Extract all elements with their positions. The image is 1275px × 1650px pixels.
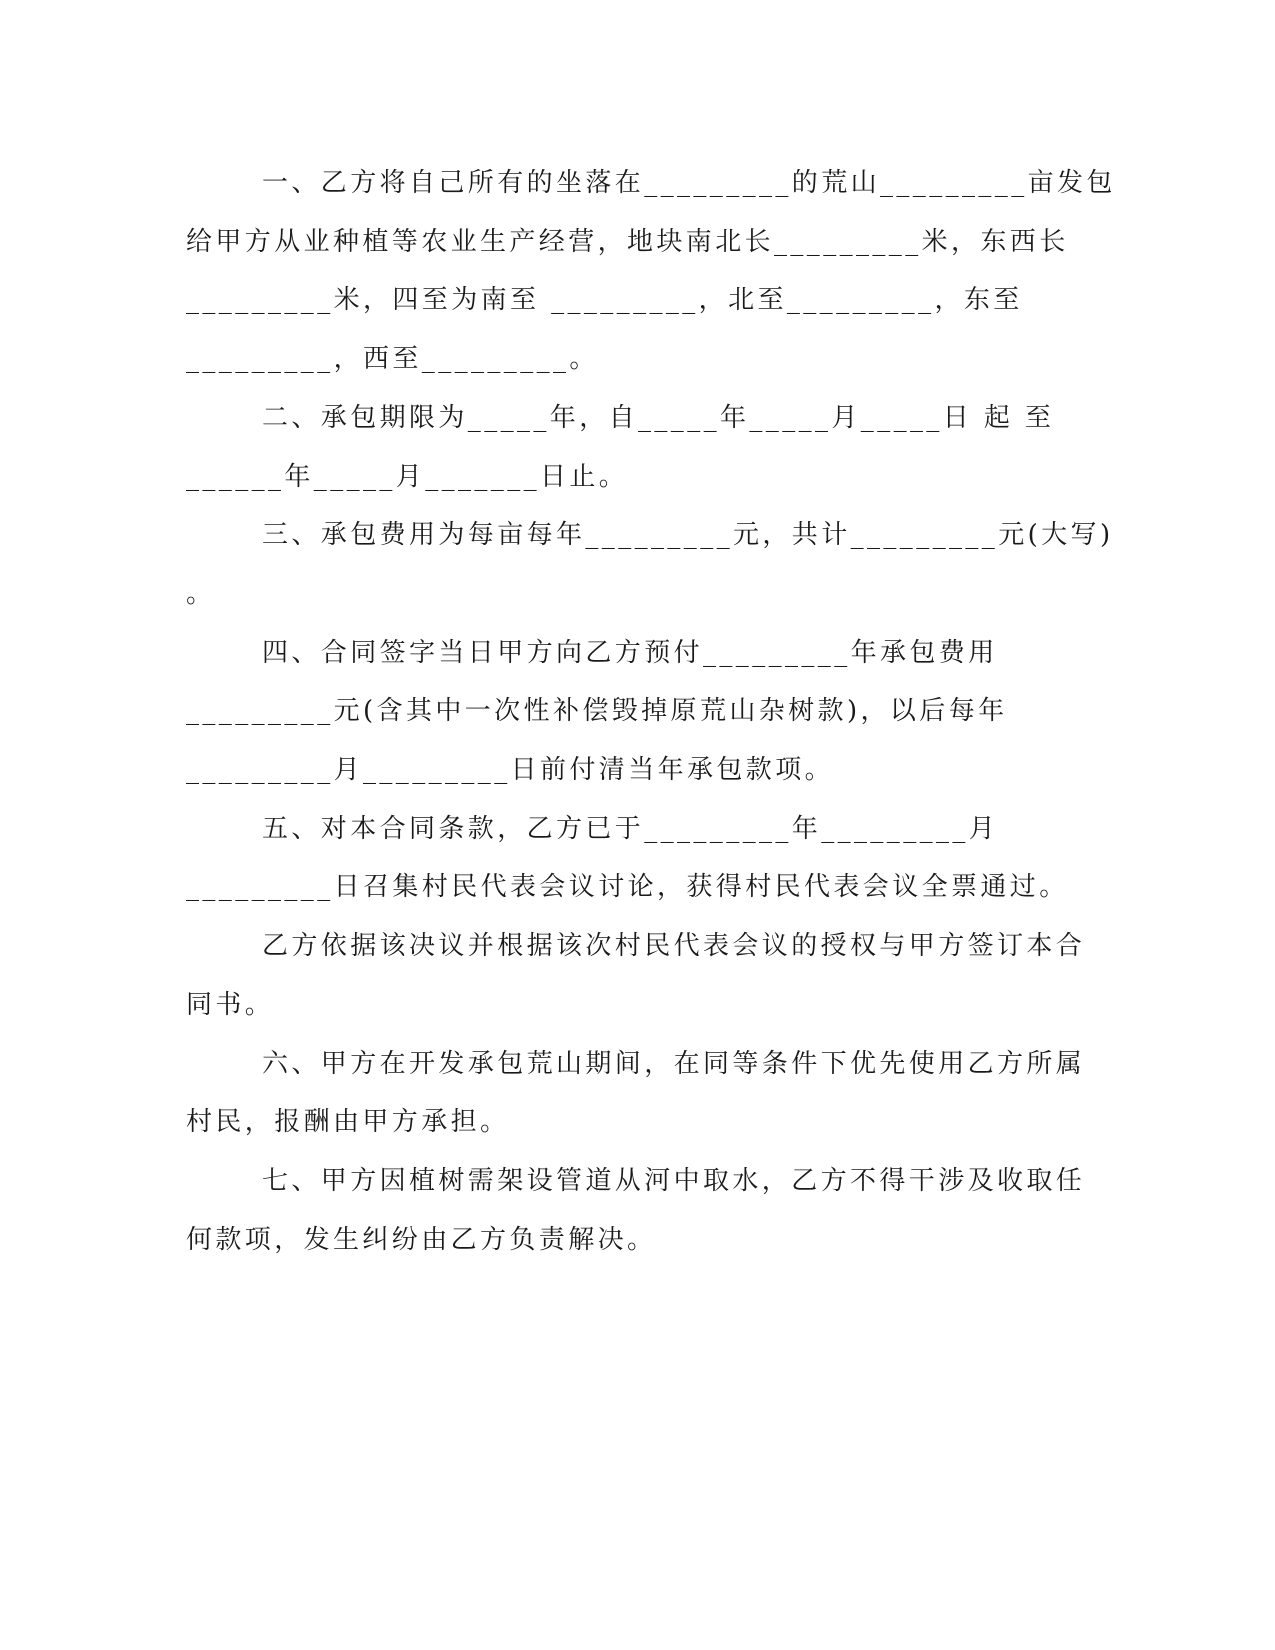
authorization-line-1: 乙方依据该决议并根据该次村民代表会议的授权与甲方签订本合 (262, 931, 1086, 961)
clause-3-line-2: 。 (186, 579, 216, 609)
clause-4-line-2: _________元(含其中一次性补偿毁掉原荒山杂树款)，以后每年 (186, 696, 1008, 726)
clause-1-line-1: 一、乙方将自己所有的坐落在_________的荒山_________亩发包 (262, 168, 1116, 198)
clause-7-line-2: 何款项，发生纠纷由乙方负责解决。 (186, 1225, 657, 1255)
clause-5-line-2: _________日召集村民代表会议讨论，获得村民代表会议全票通过。 (186, 872, 1069, 902)
clause-3-line-1: 三、承包费用为每亩每年_________元，共计_________元(大写) (262, 520, 1114, 550)
clause-1-line-4: _________，西至_________。 (186, 344, 599, 374)
authorization-line-2: 同书。 (186, 990, 275, 1020)
clause-1-line-3: _________米，四至为南至 _________，北至_________，东至 (186, 285, 1023, 315)
clause-7-line-1: 七、甲方因植树需架设管道从河中取水，乙方不得干涉及收取任 (262, 1166, 1086, 1196)
clause-6-line-2: 村民，报酬由甲方承担。 (186, 1107, 510, 1137)
clause-4-line-3: _________月_________日前付清当年承包款项。 (186, 755, 835, 785)
clause-2-line-1: 二、承包期限为_____年，自_____年_____月_____日 起 至 (262, 403, 1055, 433)
clause-6-line-1: 六、甲方在开发承包荒山期间，在同等条件下优先使用乙方所属 (262, 1049, 1086, 1079)
clause-5-line-1: 五、对本合同条款，乙方已于_________年_________月 (262, 814, 999, 844)
clause-2-line-2: ______年_____月_______日止。 (186, 462, 629, 492)
clause-1-line-2: 给甲方从业种植等农业生产经营，地块南北长_________米，东西长 (186, 227, 1069, 257)
clause-4-line-1: 四、合同签字当日甲方向乙方预付_________年承包费用 (262, 638, 998, 668)
